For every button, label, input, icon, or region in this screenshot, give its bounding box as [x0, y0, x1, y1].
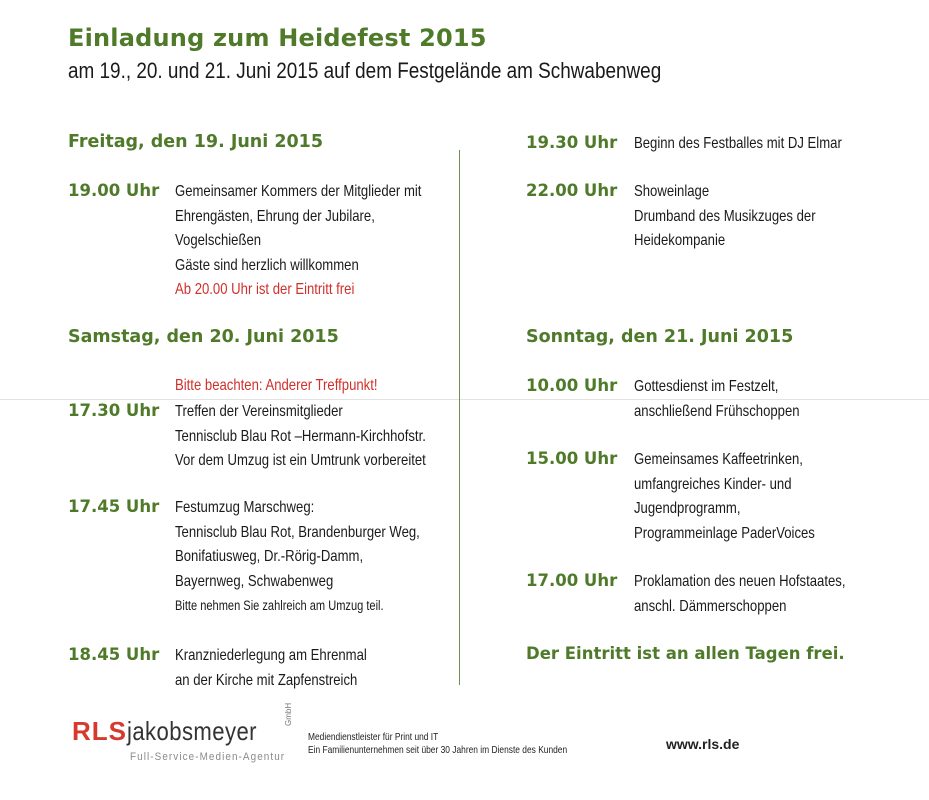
- description-line: Gemeinsamer Kommers der Mitglieder mit: [175, 183, 422, 200]
- description-line: Tennisclub Blau Rot, Brandenburger Weg,: [175, 523, 420, 541]
- saturday-event-4-time: 19.30 Uhr: [526, 133, 618, 152]
- company-legal-form: GmbH: [284, 702, 293, 726]
- description-line: Bayernweg, Schwabenweg: [175, 572, 334, 590]
- description-line: Gäste sind herzlich willkommen: [175, 256, 359, 274]
- description-line: Treffen der Vereinsmitglieder: [175, 403, 343, 420]
- description-line: Gemeinsames Kaffeetrinken,: [634, 451, 803, 468]
- friday-heading: Freitag, den 19. Juni 2015: [68, 132, 324, 152]
- description-line: anschließend Frühschoppen: [634, 402, 800, 420]
- meeting-point-notice: Bitte beachten: Anderer Treffpunkt!: [175, 377, 378, 394]
- footer-service-line: Mediendienstleister für Print und IT: [308, 731, 439, 743]
- description-line: Kranzniederlegung am Ehrenmal: [175, 647, 367, 664]
- saturday-heading: Samstag, den 20. Juni 2015: [68, 327, 339, 347]
- sunday-event-1-time: 10.00 Uhr: [526, 376, 618, 395]
- description-line: Vogelschießen: [175, 232, 262, 249]
- description-line: umfangreiches Kinder- und: [634, 475, 792, 493]
- saturday-event-2-description: [175, 496, 420, 619]
- sunday-event-2-time: 15.00 Uhr: [526, 449, 618, 468]
- description-line: Tennisclub Blau Rot –Hermann-Kirchhofstr.: [175, 427, 426, 445]
- invitation-title: Einladung zum Heidefest 2015: [68, 24, 487, 52]
- saturday-event-2-time: 17.45 Uhr: [68, 497, 160, 516]
- sunday-event-2-description: [634, 448, 815, 546]
- rls-logo-mark: RLS: [72, 716, 127, 746]
- description-line: Bonifatiusweg, Dr.-Rörig-Damm,: [175, 548, 364, 565]
- footer-company-line: Ein Familienunternehmen seit über 30 Jahren im Dienste des Kunden: [308, 744, 568, 756]
- free-entry-statement: Der Eintritt ist an allen Tagen frei.: [526, 644, 845, 663]
- description-line: Drumband des Musikzuges der: [634, 207, 816, 225]
- saturday-event-5-description: [634, 180, 816, 254]
- parade-note: Bitte nehmen Sie zahlreich am Umzug teil.: [175, 598, 384, 613]
- sunday-event-3-description: [634, 570, 846, 619]
- description-line: Gottesdienst im Festzelt,: [634, 378, 779, 395]
- description-line: Jugendprogramm,: [634, 500, 741, 517]
- company-tagline: Full-Service-Medien-Agentur: [130, 751, 286, 763]
- saturday-event-3-description: [175, 644, 367, 693]
- saturday-event-1-description: [175, 400, 426, 474]
- saturday-event-4-description: [634, 132, 842, 157]
- description-line: Ehrengästen, Ehrung der Jubilare,: [175, 207, 375, 225]
- description-line: Festumzug Marschweg:: [175, 499, 315, 516]
- description-line: an der Kirche mit Zapfenstreich: [175, 671, 358, 689]
- sunday-event-3-time: 17.00 Uhr: [526, 571, 618, 590]
- description-line: anschl. Dämmerschoppen: [634, 597, 787, 615]
- saturday-event-1-time: 17.30 Uhr: [68, 401, 160, 420]
- sunday-event-1-description: [634, 375, 800, 424]
- company-website[interactable]: www.rls.de: [666, 736, 740, 752]
- description-line: Heidekompanie: [634, 232, 726, 249]
- sunday-heading: Sonntag, den 21. Juni 2015: [526, 327, 794, 347]
- description-line: Programmeinlage PaderVoices: [634, 524, 815, 542]
- saturday-event-3-time: 18.45 Uhr: [68, 645, 160, 664]
- friday-event-1-description: [175, 180, 421, 303]
- description-line: Vor dem Umzug ist ein Umtrunk vorbereitet: [175, 452, 426, 469]
- free-entry-note: Ab 20.00 Uhr ist der Eintritt frei: [175, 281, 355, 298]
- description-line: Showeinlage: [634, 183, 710, 200]
- column-divider: [459, 150, 460, 685]
- description-line: Proklamation des neuen Hofstaates,: [634, 573, 846, 590]
- friday-event-1-time: 19.00 Uhr: [68, 181, 160, 200]
- company-logo-name: jakobsmeyer: [127, 716, 257, 746]
- saturday-event-5-time: 22.00 Uhr: [526, 181, 618, 200]
- description-line: Beginn des Festballes mit DJ Elmar: [634, 135, 842, 152]
- invitation-subtitle: am 19., 20. und 21. Juni 2015 auf dem Festgelände am Schwabenweg: [68, 58, 662, 83]
